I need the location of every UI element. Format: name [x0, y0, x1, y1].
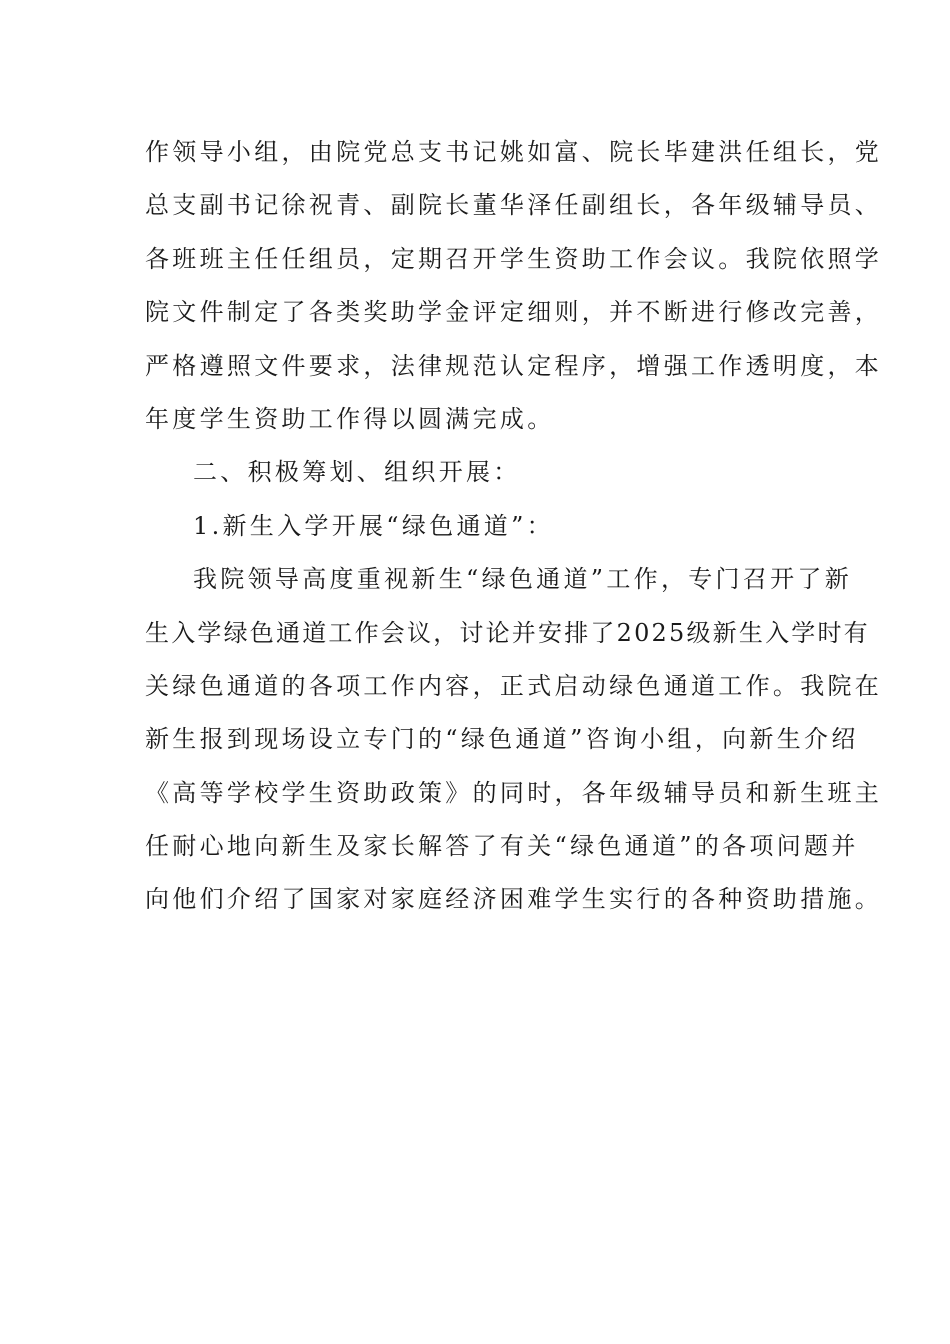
- paragraph-line: 《高等学校学生资助政策》的同时，各年级辅导员和新生班主: [145, 778, 883, 807]
- paragraph-line: 总支副书记徐祝青、副院长董华泽任副组长，各年级辅导员、: [145, 191, 883, 220]
- paragraph-line: 年度学生资助工作得以圆满完成。: [145, 404, 555, 433]
- paragraph-line: 任耐心地向新生及家长解答了有关“绿色通道”的各项问题并: [145, 832, 859, 861]
- paragraph-line: 生入学绿色通道工作会议，讨论并安排了2025级新生入学时有: [145, 618, 870, 647]
- paragraph-line: 向他们介绍了国家对家庭经济困难学生实行的各种资助措施。: [145, 885, 883, 914]
- paragraph-line: 关绿色通道的各项工作内容，正式启动绿色通道工作。我院在: [145, 671, 883, 700]
- paragraph-line: 各班班主任任组员，定期召开学生资助工作会议。我院依照学: [145, 244, 883, 273]
- paragraph-line: 严格遵照文件要求，法律规范认定程序，增强工作透明度，本: [145, 351, 883, 380]
- section-heading: 二、积极筹划、组织开展：: [193, 458, 521, 487]
- subsection-heading: 1.新生入学开展“绿色通道”：: [193, 511, 554, 540]
- paragraph-line: 新生报到现场设立专门的“绿色通道”咨询小组，向新生介绍: [145, 725, 859, 754]
- paragraph-line: 院文件制定了各类奖助学金评定细则，并不断进行修改完善，: [145, 298, 883, 327]
- paragraph-line: 作领导小组，由院党总支书记姚如富、院长毕建洪任组长，党: [145, 138, 883, 166]
- document-body: [145, 126, 883, 927]
- paragraph-line: 我院领导高度重视新生“绿色通道”工作，专门召开了新: [193, 565, 853, 594]
